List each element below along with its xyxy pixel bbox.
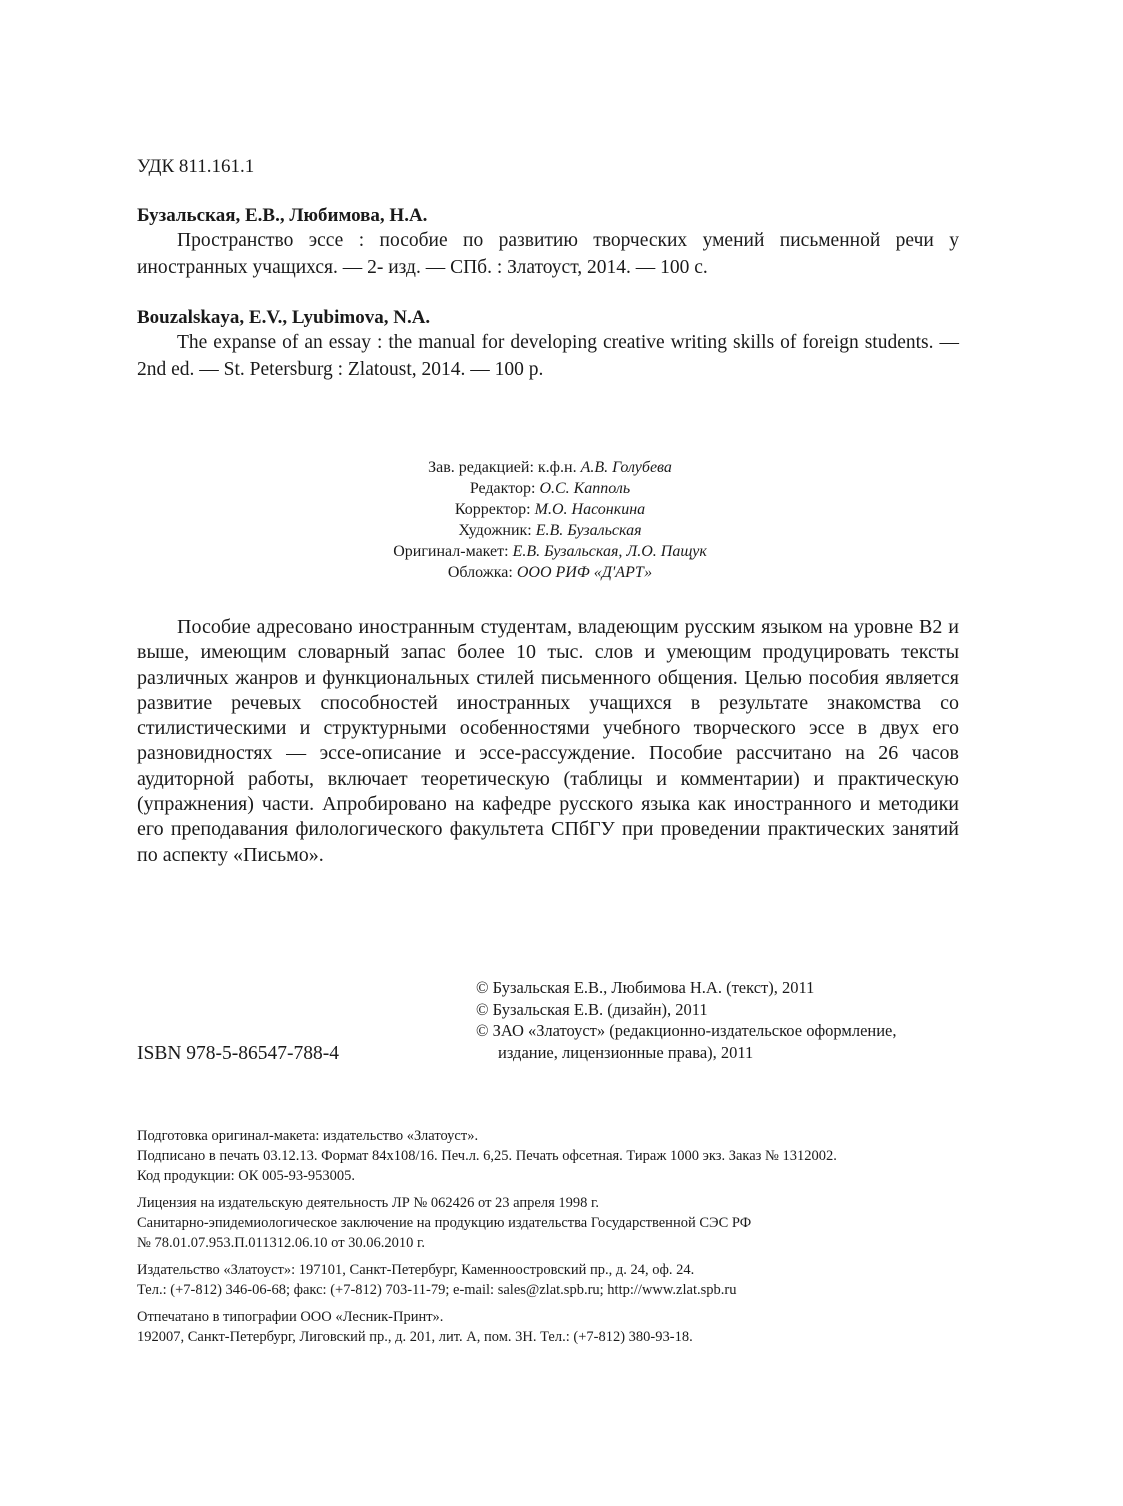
isbn: ISBN 978-5-86547-788-4: [137, 1043, 340, 1064]
credit-line: Художник: Е.В. Бузальская: [458, 522, 642, 539]
credit-line: Оригинал-макет: Е.В. Бузальская, Л.О. Пащук: [393, 543, 707, 560]
copyright-line: © ЗАО «Златоуст» (редакционно-издательское оформление,: [476, 1021, 897, 1040]
imprint-publisher: Издательство «Златоуст»: 197101, Санкт-Петербург, Каменноостровский пр., д. 24, оф. 24. Тел.: (+7-812) 346-06-68; факс: (+7-812) 703-11-79; e-mail: sales@zlat.spb.ru; http://www.zlat.spb.ru: [137, 1262, 737, 1298]
editorial-credits: [280, 457, 820, 583]
credit-line: Редактор: О.С. Капполь: [469, 480, 631, 497]
credit-line: Обложка: ООО РИФ «Д'АРТ»: [447, 564, 653, 581]
copyright-line: издание, лицензионные права), 2011: [498, 1042, 754, 1062]
english-authors: Bouzalskaya, E.V., Lyubimova, N.A.: [137, 307, 431, 328]
copyright-line: © Бузальская Е.В., Любимова Н.А. (текст), 2011: [476, 978, 815, 997]
credit-line: Корректор: М.О. Насонкина: [454, 501, 646, 518]
copyright-line: © Бузальская Е.В. (дизайн), 2011: [476, 999, 708, 1019]
udk-code: УДК 811.161.1: [137, 156, 255, 177]
english-bibliographic-entry: [137, 307, 959, 383]
russian-authors: Бузальская, Е.В., Любимова, Н.А.: [137, 205, 428, 226]
abstract-paragraph: Пособие адресовано иностранным студентам, владеющим русским языком на уровне В2 и выше, имеющим словарный запас более 10 тыс. слов и умеющим продуцировать тексты различных жанров и функциональных стилей письменного общения. Целью пособия является развитие речевых способностей иностранных учащихся в результате знакомства со стилистическими и структурными особенностями учебного творческого эссе в двух его разновидностях — эссе-описание и эссе-рассуждение. Пособие рассчитано на 26 часов аудиторной работы, включает теоретическую (таблицы и комментарии) и практическую (упражнения) части. Апробировано на кафедре русского языка как иностранного и методики его преподавания филологического факультета СПбГУ при проведении практических занятий по аспекту «Письмо».: [137, 616, 959, 866]
english-description: The expanse of an essay : the manual for developing creative writing skills of foreign students. — 2nd ed. — St. Petersburg : Zlatoust, 2014. — 100 p.: [137, 332, 959, 380]
imprint-printer: Отпечатано в типографии ООО «Лесник-Принт». 192007, Санкт-Петербург, Лиговский пр., д. 201, лит. А, пом. 3Н. Тел.: (+7-812) 380-93-18.: [137, 1309, 693, 1345]
copyright-notice: [476, 977, 976, 1063]
imprint-production: Подготовка оригинал-макета: издательство «Златоуст». Подписано в печать 03.12.13. Формат 84х108/16. Печ.л. 6,25. Печать офсетная. Тираж 1000 экз. Заказ № 1312002. Код продукции: ОК 005-93-953005.: [137, 1128, 837, 1184]
credit-line: Зав. редакцией: к.ф.н. А.В. Голубева: [428, 459, 672, 476]
russian-bibliographic-entry: [137, 205, 959, 281]
imprint-license: Лицензия на издательскую деятельность ЛР № 062426 от 23 апреля 1998 г. Санитарно-эпидемиологическое заключение на продукцию издательства Государственной СЭС РФ № 78.01.07.953.П.011312.06.10 от 30.06.2010 г.: [137, 1195, 752, 1251]
russian-description: Пространство эссе : пособие по развитию творческих умений письменной речи у иностранных учащихся. — 2- изд. — СПб. : Златоуст, 2014. — 100 с.: [137, 230, 959, 278]
